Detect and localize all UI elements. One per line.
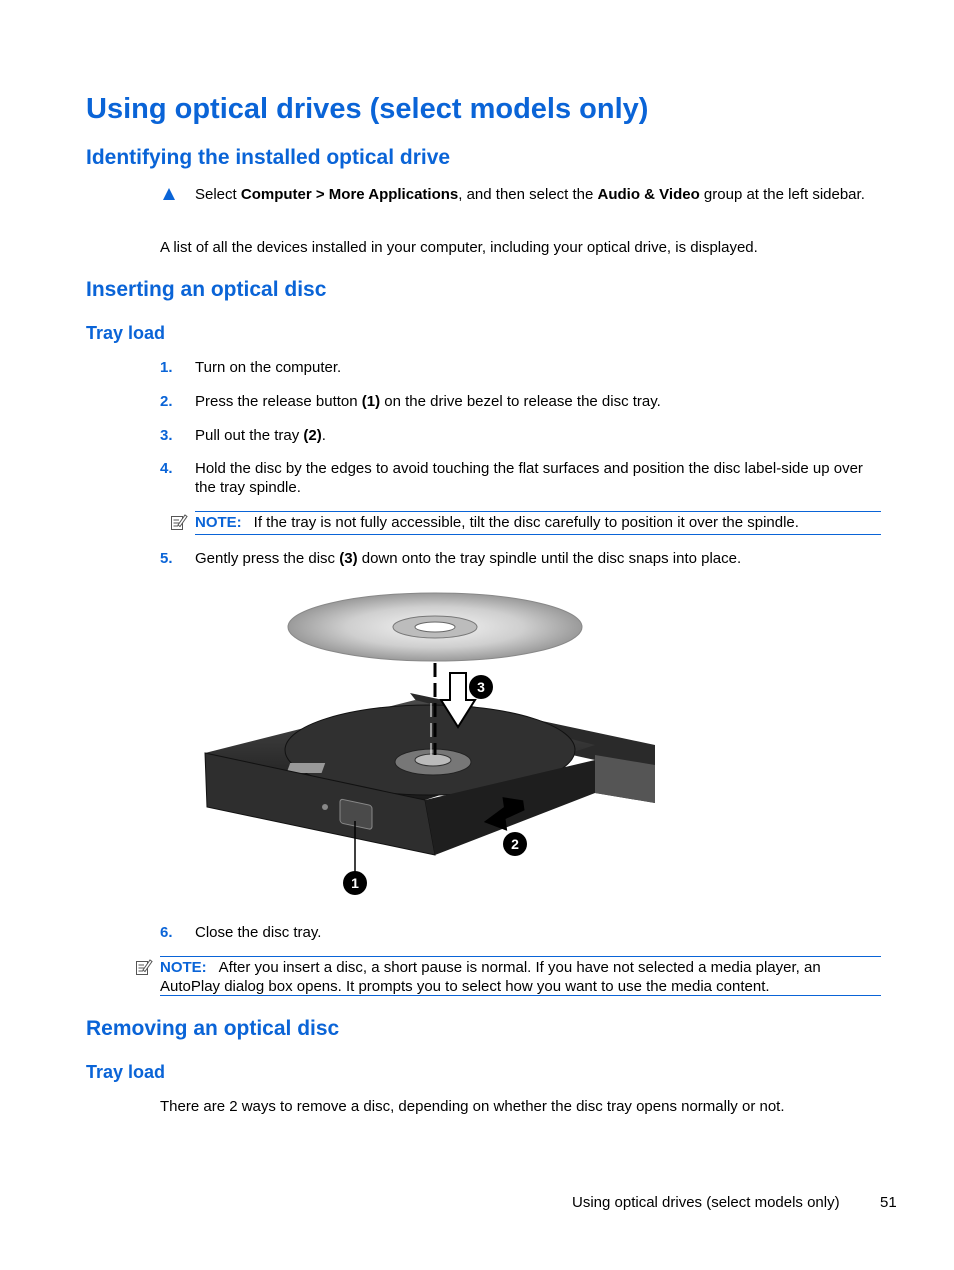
subheading-tray-load: Tray load — [86, 323, 166, 343]
subheading-tray-load: Tray load — [86, 1062, 166, 1082]
step-text: Hold the disc by the edges to avoid touching the flat surfaces and position the disc label-side up over the tray spindle. — [195, 460, 863, 496]
step-text: Press the release button (1) on the drive bezel to release the disc tray. — [195, 393, 661, 410]
note-autoplay: NOTE: After you insert a disc, a short pause is normal. If you have not selected a media player, an AutoPlay dialog box opens. It prompts you to select how you want to use the media content. — [160, 956, 881, 996]
section-heading-identifying: Identifying the installed optical drive — [86, 146, 451, 169]
callout-2 — [503, 832, 527, 856]
step-number: 4. — [160, 460, 173, 477]
devices-paragraph: A list of all the devices installed in your computer, including your optical drive, is displayed. — [160, 239, 758, 256]
section-heading-removing: Removing an optical disc — [86, 1017, 340, 1040]
note-tray-accessible: NOTE: If the tray is not fully accessible, tilt the disc carefully to position it over the spindle. — [195, 511, 881, 535]
callout-1 — [343, 871, 367, 895]
footer-title: Using optical drives (select models only) — [572, 1194, 840, 1211]
svg-text:3: 3 — [477, 679, 485, 695]
optical-drive-illustration — [195, 585, 665, 905]
step-text: Turn on the computer. — [195, 359, 342, 376]
page-number: 51 — [880, 1194, 897, 1211]
svg-text:1: 1 — [351, 875, 359, 891]
note-icon — [170, 513, 188, 531]
step-text: Pull out the tray (2). — [195, 427, 326, 444]
step-number: 3. — [160, 427, 173, 444]
step-text: Close the disc tray. — [195, 924, 322, 941]
step-text: Gently press the disc (3) down onto the tray spindle until the disc snaps into place. — [195, 550, 742, 567]
callout-3 — [469, 675, 493, 699]
note-icon — [135, 958, 153, 976]
section-heading-inserting: Inserting an optical disc — [86, 278, 327, 301]
page-title: Using optical drives (select models only) — [86, 93, 649, 125]
step-number: 6. — [160, 924, 173, 941]
step-number: 5. — [160, 550, 173, 567]
step-number: 2. — [160, 393, 173, 410]
svg-text:2: 2 — [511, 836, 519, 852]
led-indicator — [322, 804, 328, 810]
removing-paragraph: There are 2 ways to remove a disc, depending on whether the disc tray opens normally or not. — [160, 1098, 785, 1115]
bullet-instruction: Select Computer > More Applications, and then select the Audio & Video group at the left sidebar. — [195, 186, 865, 203]
step-number: 1. — [160, 359, 173, 376]
triangle-bullet-icon — [162, 187, 176, 206]
